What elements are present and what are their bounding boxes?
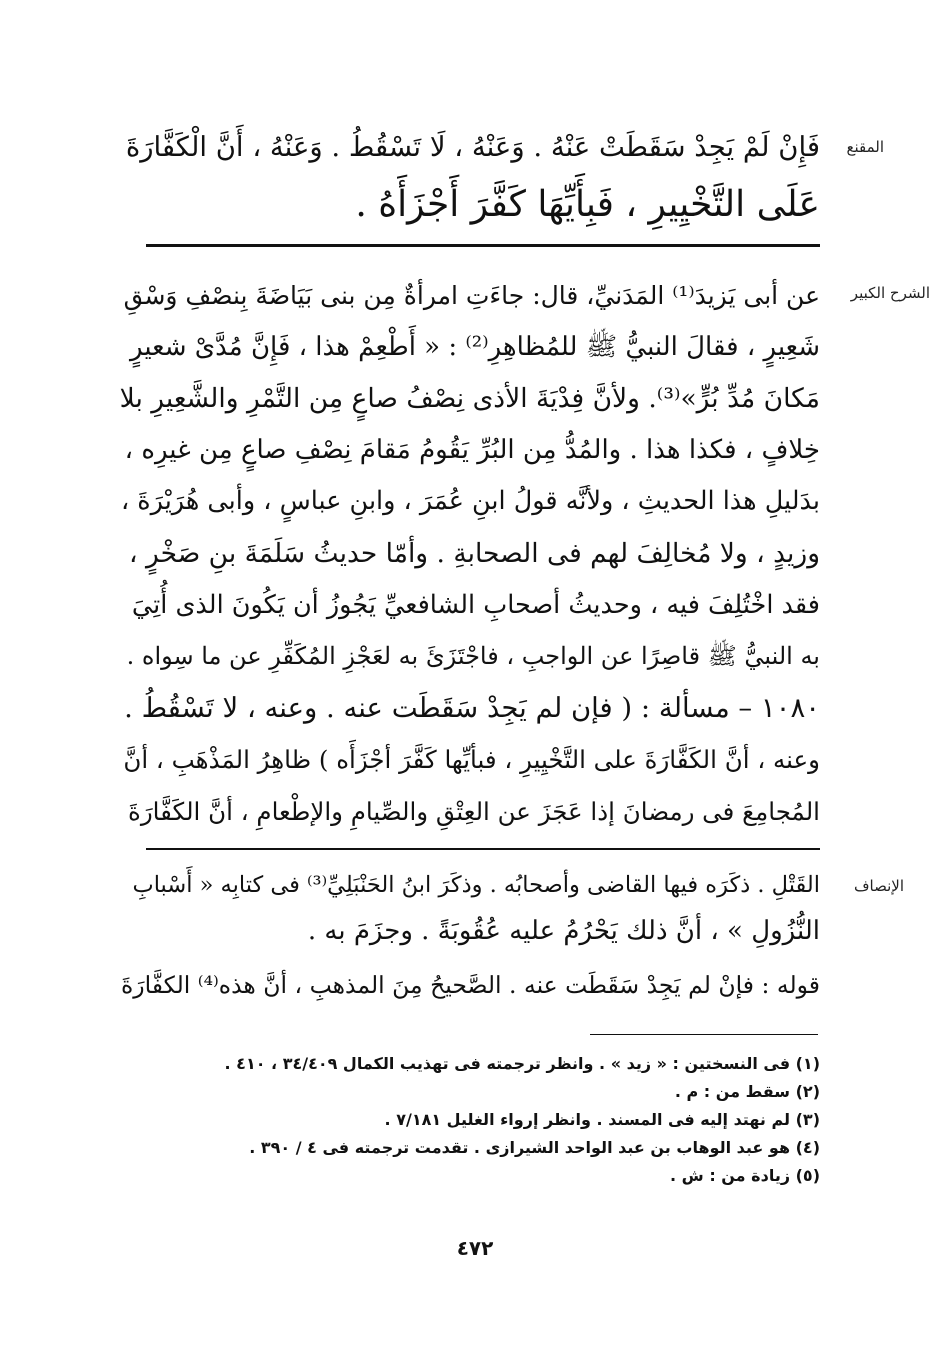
sharh-line: المُجامِعَ فى رمضانَ إذا عَجَزَ عن العِتْقِ والصِّيامِ والإطْعامِ ، أنَّ الكَفَّارَةَ <box>128 796 820 826</box>
sharh-label: الشرح الكبير <box>850 284 930 302</box>
footnote: (٢) سقط من : م . <box>674 1082 820 1101</box>
sharh-line: ١٠٨٠ – مسألة : ( فإن لم يَجِدْ سَقَطَت عنه . وعنه ، لا تَسْقُطُ . <box>124 691 820 724</box>
sharh-text <box>120 270 820 838</box>
footnote: (٤) هو عبد الوهاب بن عبد الواحد الشيرازى . تقدمت ترجمته فى ٤ / ٣٩٠ . <box>249 1138 820 1157</box>
footnote: (١) فى النسختين : « زيد » . وانظر ترجمته فى تهذيب الكمال ٣٤/٤٠٩ ، ٤١٠ . <box>224 1054 820 1073</box>
footnote: (٣) لم نهتد إليه فى المسند . وانظر إرواء الغليل ٧/١٨١ . <box>384 1110 820 1129</box>
sharh-divider <box>146 848 820 850</box>
muqni-line: فَإِنْ لَمْ يَجِدْ سَقَطَتْ عَنْهُ . وَعَنْهُ ، لَا تَسْقُطُ . وَعَنْهُ ، أَنَّ الْكَفَّارَةَ <box>125 131 820 163</box>
sharh-line: به النبيُّ ﷺ قاصِرًا عن الواجبِ ، فاجْتَزَئَ به لعَجْزِ المُكَفِّرِ عن ما سِواه . <box>126 642 820 671</box>
insaf-line: قوله : فإنْ لم يَجِدْ سَقَطَت عنه . الصَّحيحُ مِنَ المذهبِ ، أنَّ هذه⁽⁴⁾ الكفَّارَةَ <box>120 971 820 999</box>
muqni-text <box>120 118 820 234</box>
sharh-line: بدَليلِ هذا الحديثِ ، ولأنَّه قولُ ابنِ عُمَرَ ، وابنِ عباسٍ ، وأبى هُرَيْرَةَ ، <box>120 486 820 517</box>
sharh-line: وزيدٍ ، ولا مُخالِفَ لهم فى الصحابةِ . وأمّا حديثُ سَلَمَةَ بنِ صَخْرٍ ، <box>129 537 820 569</box>
sharh-line: عن أبى يَزيدَ⁽¹⁾ المَدَنيِّ، قال: جاءَتِ امرأةٌ مِن بنى بَيَاضَةَ بِنصْفِ وَسْقِ <box>123 281 820 310</box>
insaf-text <box>120 862 820 1008</box>
muqni-label: المقنع <box>846 138 884 156</box>
insaf-line: النُّزُولِ » ، أنَّ ذلك يَحْرُمُ عليه عُقُوبَةً . وجزَمَ به . <box>307 916 820 946</box>
sharh-line: خِلافٍ ، فكذا هذا . والمُدُّ مِن البُرِّ يَقُومُ مَقامَ نِصْفِ صاعٍ مِن غيرِه ، <box>124 434 820 465</box>
footnotes <box>120 1050 820 1190</box>
footnotes-divider <box>590 1034 818 1035</box>
insaf-label: الإنصاف <box>853 877 904 895</box>
page-number: ٤٧٢ <box>456 1236 494 1260</box>
muqni-divider <box>146 244 820 247</box>
footnote: (٥) زيادة من : ش . <box>670 1166 820 1185</box>
sharh-line: مَكانَ مُدِّ بُرٍّ»⁽³⁾. ولأنَّ فِدْيَةَ الأذى نِصْفُ صاعٍ مِن التَّمْرِ والشَّعِيرِ بلا <box>119 383 820 415</box>
sharh-line: فقد اخْتُلِفَ فيه ، وحديثُ أصحابِ الشافعيِّ يَجُوزُ أن يَكُونَ الذى أُتِيَ <box>131 589 820 620</box>
sharh-line: وعنه ، أنَّ الكَفَّارَةَ على التَّخْيِيرِ ، فبأيِّها كَفَّرَ أجْزَأَه ) ظاهِرُ المَذْهَبِ ، أنَّ <box>123 745 820 775</box>
sharh-line: شَعِيرٍ ، فقالَ النبيُّ ﷺ للمُظاهِرِ⁽²⁾ : « أَطْعِمْ هذا ، فَإِنَّ مُدَّىْ شعيرٍ <box>129 331 820 362</box>
insaf-line: القَتْلِ . ذكَرَه فيها القاضى وأصحابُه . وذكَرَ ابنُ الحَنْبَلِيِّ⁽³⁾ فى كتابِه « أَسْبابِ <box>132 872 820 898</box>
muqni-line: عَلَى التَّخْيِيرِ ، فَبِأَيِّهَا كَفَّرَ أَجْزَأَهُ . <box>355 184 820 225</box>
